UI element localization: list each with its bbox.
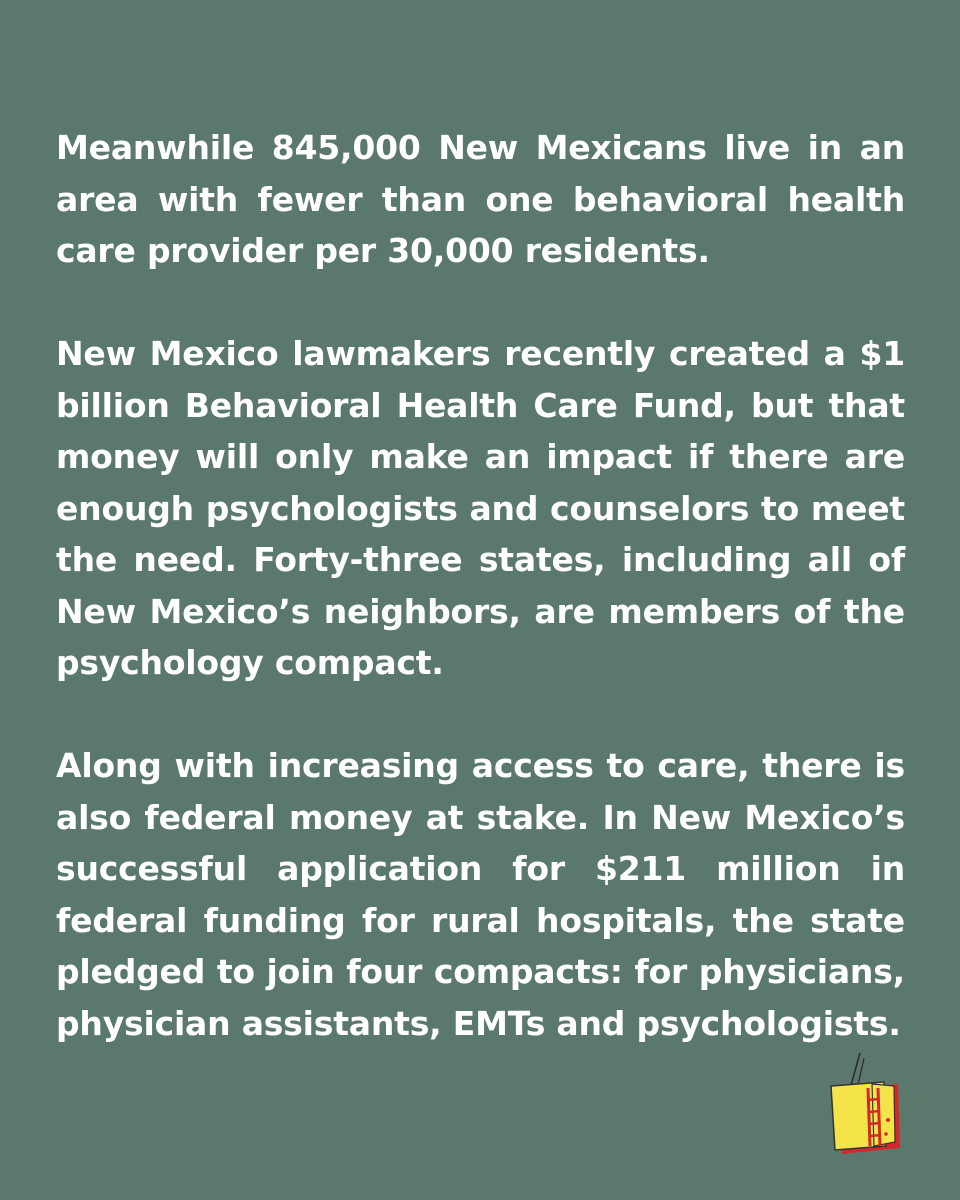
paragraph-2: New Mexico lawmakers recently created a $1 billion Behavioral Health Care Fund, but that money will only make an impact if there are enough psychologists and counselors to meet the need. Forty-three states, including all of New Mexico’s neighbors, are members of the psychology compact. xyxy=(56,334,905,682)
notebook-logo-icon xyxy=(826,1050,904,1160)
paragraph-1: Meanwhile 845,000 New Mexicans live in an area with fewer than one behavioral health care provider per 30,000 residents. xyxy=(56,128,905,270)
article-text xyxy=(56,122,905,1049)
paragraph-3: Along with increasing access to care, there is also federal money at stake. In New Mexico’s successful application for $211 million in federal funding for rural hospitals, the state pledged to join four compacts: for physicians, physician assistants, EMTs and psychologists. xyxy=(56,746,905,1043)
